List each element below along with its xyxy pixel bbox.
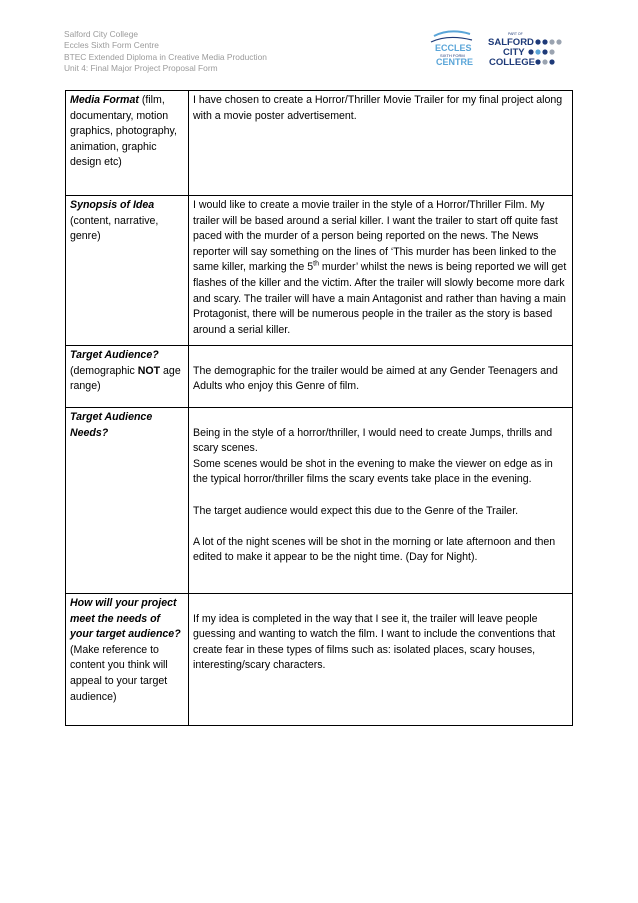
- needs-para-3: The target audience would expect this due to the Genre of the Trailer.: [193, 504, 519, 517]
- value-cell: [189, 196, 573, 346]
- label-text-pre: (demographic: [70, 364, 138, 377]
- label-title: Target Audience?: [70, 349, 159, 361]
- label-title: Synopsis of Idea: [70, 199, 155, 211]
- header-unit: Unit 4: Final Major Project Proposal Form: [64, 62, 218, 73]
- salford-logo-part-of: PART OF: [508, 32, 523, 36]
- label-title: How will your project meet the needs of your target audience?: [70, 597, 181, 641]
- label-text: (content, narrative, genre): [70, 214, 159, 243]
- label-cell: [66, 408, 189, 594]
- meet-needs-text: If my idea is completed in the way that I see it, the trailer will leave people guessing and wanting to watch the film. I want to include the conventions that create fear in these types of films such as: isolated places, scary houses, interesting/scary characters.: [193, 612, 556, 672]
- label-cell: [66, 594, 189, 726]
- salford-logo: [488, 32, 562, 68]
- label-text-post: age range): [70, 364, 181, 393]
- proposal-form-table: [65, 90, 573, 726]
- header-centre: Eccles Sixth Form Centre: [64, 40, 159, 51]
- header-course: BTEC Extended Diploma in Creative Media Production: [64, 51, 267, 62]
- superscript-th: th: [313, 260, 319, 268]
- row-synopsis: [66, 196, 573, 346]
- salford-logo-line2: CITY: [503, 47, 525, 58]
- target-audience-text: The demographic for the trailer would be aimed at any Gender Teenagers and Adults who enjoy this Genre of film.: [193, 364, 558, 393]
- salford-logo-line1: SALFORD: [488, 37, 534, 48]
- page-header: [64, 29, 267, 74]
- value-cell: I have chosen to create a Horror/Thriller Movie Trailer for my final project along with a movie poster advertisement.: [189, 91, 573, 196]
- row-media-format: [66, 91, 573, 196]
- row-meet-needs: [66, 594, 573, 726]
- value-cell: [189, 346, 573, 408]
- label-title: Target Audience Needs?: [70, 411, 153, 439]
- label-cell: [66, 91, 189, 196]
- needs-para-4: A lot of the night scenes will be shot in the morning or late afternoon and then edited to make it appear to be the night time. (Day for Night).: [193, 535, 556, 564]
- row-audience-needs: [66, 408, 573, 594]
- header-college: Salford City College: [64, 29, 139, 39]
- college-logos: [428, 28, 578, 72]
- value-cell: [189, 408, 573, 594]
- label-cell: [66, 346, 189, 408]
- label-title: Media Format: [70, 94, 139, 106]
- label-text: (film, documentary, motion graphics, photography, animation, graphic design etc): [70, 94, 177, 169]
- needs-para-2: Some scenes would be shot in the evening to make the viewer on edge as in the typical horror/thriller films the scary events take place in the evening.: [193, 457, 553, 486]
- label-text: (Make reference to content you think will appeal to your target audience): [70, 643, 168, 703]
- eccles-logo: [431, 31, 473, 67]
- eccles-logo-line2: SIXTH FORM: [440, 53, 465, 58]
- row-target-audience: [66, 346, 573, 408]
- salford-logo-line3: COLLEGE: [489, 57, 535, 68]
- value-cell: [189, 594, 573, 726]
- synopsis-text-a: I would like to create a movie trailer in the style of a Horror/Thriller Film. My trailer will be based around a serial killer. I want the trailer to start off quite fast paced with the murder of a person being reported on the news. The News reporter will say something on the lines of ‘This murder has been linked to the same killer, marking the 5: [193, 199, 558, 274]
- eccles-logo-line1: ECCLES: [435, 43, 472, 53]
- label-text-bold: NOT: [137, 364, 161, 377]
- label-cell: [66, 196, 189, 346]
- needs-para-1: Being in the style of a horror/thriller, I would need to create Jumps, thrills and scary scenes.: [193, 426, 553, 455]
- synopsis-text-b: murder’ whilst the news is being reported we will get flashes of the killer and the victim. After the trailer will slowly become more dark and scary. The trailer will have a main Antagonist and rather than having a main Protagonist, there will be numerous people in the trailer as the story is based around a serial killer.: [193, 261, 567, 336]
- eccles-logo-line3: CENTRE: [436, 57, 474, 67]
